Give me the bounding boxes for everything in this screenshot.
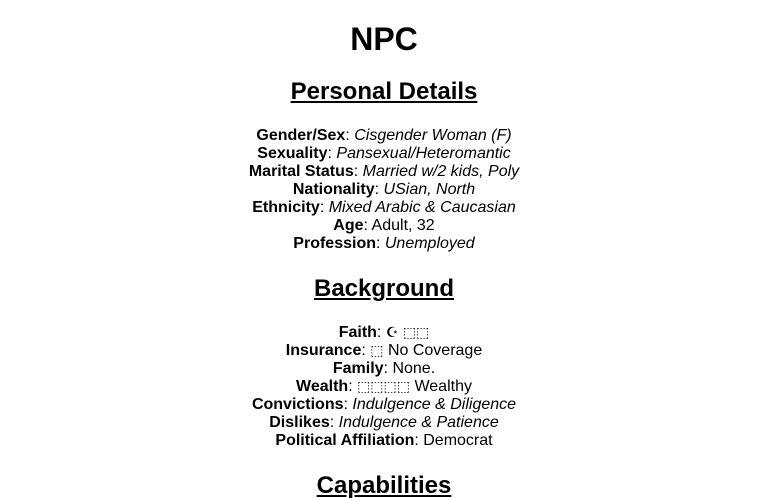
field-label: Profession	[293, 235, 376, 252]
field-political-affiliation: Political Affiliation: Democrat	[275, 432, 493, 449]
field-value: ⬚⬚	[402, 325, 430, 341]
field-faith: Faith: ☪ ⬚⬚	[338, 324, 430, 341]
field-family: Family: None.	[332, 360, 436, 377]
personal-details-list	[0, 127, 768, 253]
field-label: Convictions	[251, 396, 344, 413]
background-list	[0, 324, 768, 450]
field-nationality: Nationality: USian, North	[292, 181, 476, 198]
field-label: Wealth	[296, 378, 349, 395]
field-label: Dislikes	[269, 414, 330, 431]
field-gender: Gender/Sex: Cisgender Woman (F)	[256, 127, 512, 144]
field-label: Faith	[338, 324, 377, 341]
field-label: Political Affiliation	[275, 432, 415, 449]
field-insurance: Insurance: ⬚ No Coverage	[285, 342, 483, 359]
field-label: Gender/Sex	[256, 127, 346, 144]
field-label: Nationality	[292, 181, 375, 198]
page-title: NPC	[350, 21, 418, 57]
field-label: Marital Status	[248, 163, 354, 180]
section-heading-background: Background	[313, 275, 454, 302]
field-label: Age	[333, 217, 364, 234]
field-label: Ethnicity	[252, 199, 320, 216]
wealth-icons: ⬚⬚⬚⬚	[357, 379, 410, 395]
field-value: None.	[392, 360, 436, 377]
field-marital-status: Marital Status: Married w/2 kids, Poly	[248, 163, 520, 180]
field-value: Mixed Arabic & Caucasian	[328, 199, 516, 216]
field-value: Married w/2 kids, Poly	[362, 163, 520, 180]
section-heading-personal-details: Personal Details	[290, 78, 478, 105]
field-dislikes: Dislikes: Indulgence & Patience	[269, 414, 499, 431]
field-ethnicity: Ethnicity: Mixed Arabic & Caucasian	[252, 199, 516, 216]
field-value: Democrat	[423, 432, 493, 449]
field-sexuality: Sexuality: Pansexual/Heteromantic	[257, 145, 511, 162]
field-value: No Coverage	[387, 342, 483, 359]
section-heading-capabilities: Capabilities	[316, 472, 452, 499]
field-age: Age: Adult, 32	[333, 217, 435, 234]
field-value: Indulgence & Patience	[338, 414, 499, 431]
field-value: Adult, 32	[371, 217, 435, 234]
no-coverage-icon: ⬚	[370, 343, 384, 359]
field-value: Cisgender Woman (F)	[354, 127, 512, 144]
field-value: USian, North	[383, 181, 476, 198]
field-value: Pansexual/Heteromantic	[336, 145, 511, 162]
field-label: Sexuality	[257, 145, 328, 162]
field-wealth: Wealth: ⬚⬚⬚⬚ Wealthy	[296, 378, 472, 395]
field-label: Insurance	[285, 342, 362, 359]
field-value: Indulgence & Diligence	[352, 396, 517, 413]
field-value: Unemployed	[384, 235, 475, 252]
field-label: Family	[332, 360, 384, 377]
field-value: Wealthy	[414, 378, 472, 395]
field-convictions: Convictions: Indulgence & Diligence	[251, 396, 517, 413]
field-profession: Profession: Unemployed	[293, 235, 475, 252]
crescent-moon-icon: ☪	[385, 325, 399, 341]
